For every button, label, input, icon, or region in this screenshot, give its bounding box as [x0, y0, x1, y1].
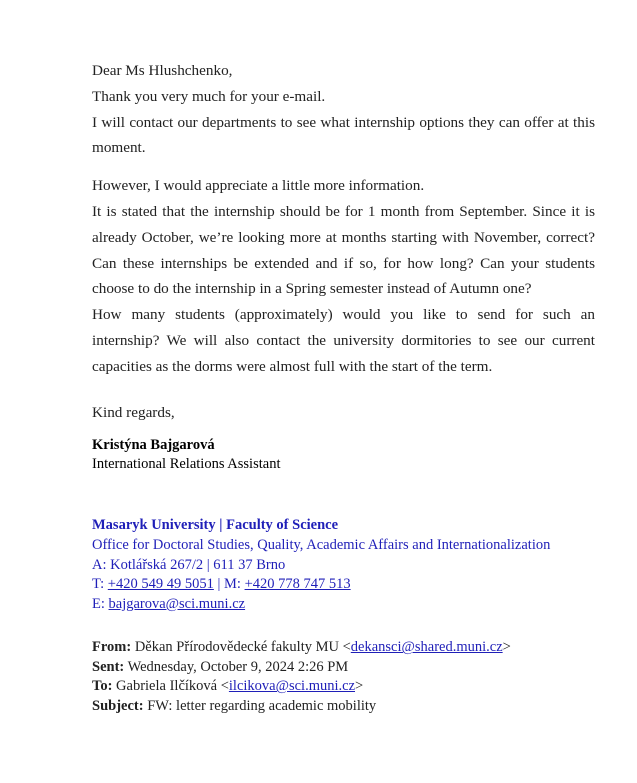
phone-link[interactable]: +420 549 49 5051 — [107, 576, 214, 593]
forwarded-sent — [92, 658, 595, 677]
organization-name: Masaryk University | Faculty of Science — [92, 517, 339, 534]
mobile-prefix: | M: — [213, 576, 245, 593]
from-label: From: — [92, 639, 132, 656]
email-body — [92, 58, 595, 716]
organization-block — [92, 516, 595, 614]
forwarded-from — [92, 638, 595, 657]
sent-label: Sent: — [92, 658, 125, 675]
to-name: Gabriela Ilčíková < — [112, 678, 229, 695]
organization-email — [92, 595, 595, 615]
message-text — [92, 58, 595, 425]
forwarded-subject — [92, 697, 595, 716]
sent-value: Wednesday, October 9, 2024 2:26 PM — [124, 658, 349, 675]
paragraph-thanks: Thank you very much for your e-mail. — [92, 87, 326, 105]
organization-office: Office for Doctoral Studies, Quality, Academic Affairs and Internationalization — [92, 536, 551, 553]
subject-value: FW: letter regarding academic mobility — [143, 697, 377, 714]
paragraph-contact-departments: I will contact our departments to see what internship options they can offer at this moment. — [92, 113, 595, 157]
paragraph-internship-timing: It is stated that the internship should be for 1 month from September. Since it is already October, we’re looking more at months starting with November, correct? Can these internships be extended and if so, for how long? Can your students choose to do the internship in a Spring semester instead of Autumn one? — [92, 202, 595, 298]
from-end: > — [502, 639, 511, 656]
from-name: Děkan Přírodovědecké fakulty MU < — [131, 639, 351, 656]
phone-prefix: T: — [92, 576, 108, 593]
forwarded-header — [92, 638, 595, 716]
subject-label: Subject: — [92, 697, 144, 714]
to-email-link[interactable]: ilcikova@sci.muni.cz — [228, 678, 356, 695]
signature-role: International Relations Assistant — [92, 456, 281, 473]
mobile-link[interactable]: +420 778 747 513 — [244, 576, 351, 593]
email-prefix: E: — [92, 595, 109, 612]
email-link[interactable]: bajgarova@sci.muni.cz — [108, 595, 246, 612]
to-end: > — [355, 678, 364, 695]
paragraph-more-info: However, I would appreciate a little more information. — [92, 177, 425, 195]
organization-address: A: Kotlářská 267/2 | 611 37 Brno — [92, 556, 286, 573]
signature-name: Kristýna Bajgarová — [92, 437, 215, 454]
greeting: Dear Ms Hlushchenko, — [92, 62, 233, 79]
paragraph-student-count: How many students (approximately) would you like to send for such an internship? We will also contact the university dormitories to see our current capacities as the dorms were almost full with the start of the term. — [92, 306, 595, 375]
organization-phones — [92, 575, 595, 595]
from-email-link[interactable]: dekansci@shared.muni.cz — [350, 639, 503, 656]
to-label: To: — [92, 678, 113, 695]
forwarded-to — [92, 677, 595, 696]
closing: Kind regards, — [92, 403, 175, 421]
